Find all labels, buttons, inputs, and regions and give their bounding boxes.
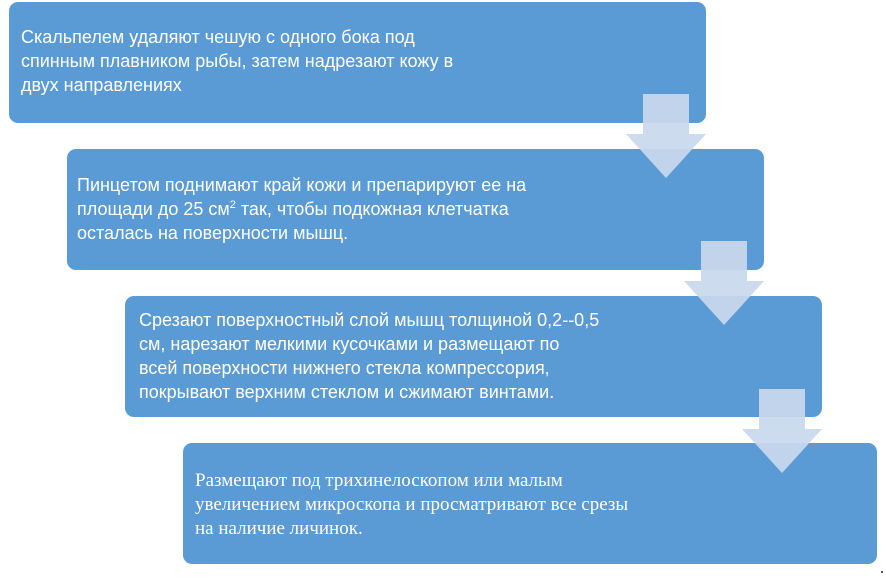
process-step-1 <box>9 2 706 123</box>
step-1-line-2: спинным плавником рыбы, затем надрезают кожу в <box>21 51 454 71</box>
step-2-line-2-end: так, чтобы подкожная клетчатка <box>235 199 509 219</box>
step-3-line-3: всей поверхности нижнего стекла компрессория, <box>139 358 550 378</box>
down-arrow-icon <box>626 94 706 178</box>
step-2-line-2 <box>77 197 754 221</box>
step-3-line-1: Срезают поверхностный слой мышц толщиной 0,2--0,5 <box>139 310 600 330</box>
step-4-line-1: Размещают под трихинелоскопом или малым <box>195 470 563 491</box>
down-arrow-icon <box>742 389 822 473</box>
step-2-line-2-start: площади до 25 см <box>77 199 230 219</box>
step-2-line-1: Пинцетом поднимают край кожи и препарируют ее на <box>77 175 527 195</box>
corner-dot <box>881 571 883 573</box>
step-1-line-1: Скальпелем удаляют чешую с одного бока под <box>21 27 415 47</box>
step-3-line-4: покрывают верхним стеклом и сжимают винтами. <box>139 382 555 402</box>
down-arrow-icon <box>684 241 764 325</box>
step-2-superscript: 2 <box>229 199 236 211</box>
step-2-line-3: осталась на поверхности мышц. <box>77 223 349 243</box>
step-1-line-3: двух направлениях <box>21 75 182 95</box>
step-4-line-2: увеличением микроскопа и просматривают все срезы <box>195 494 629 515</box>
step-4-line-3: на наличие личинок. <box>195 518 363 539</box>
step-3-line-2: см, нарезают мелкими кусочками и размещают по <box>139 334 560 354</box>
